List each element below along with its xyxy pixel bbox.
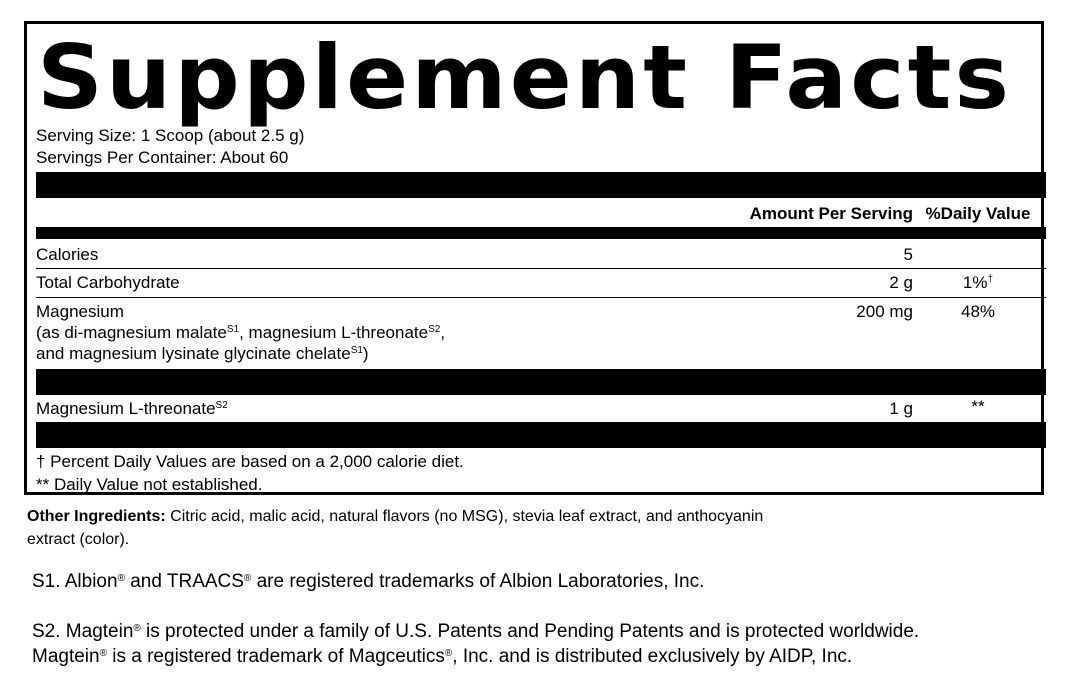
registered-mark: ® (117, 573, 125, 584)
panel-title: Supplement Facts (37, 26, 1013, 129)
row-carbohydrate-dv (917, 273, 1039, 293)
row-divider (36, 297, 1046, 298)
detail-text: , (440, 323, 446, 342)
detail-text: , magnesium L-threonate (239, 323, 429, 342)
row-magnesium-dv: 48% (960, 302, 996, 321)
registered-mark: ® (243, 573, 252, 584)
other-ingredients-label: Other Ingredients: (27, 508, 166, 525)
serving-size: Serving Size: 1 Scoop (about 2.5 g) (36, 126, 305, 145)
dv-value: 1% (962, 273, 988, 292)
daily-value-header: %Daily Value (925, 204, 1031, 223)
supplement-facts-panel (24, 21, 1044, 495)
row-calories-name: Calories (36, 245, 99, 264)
registered-mark: ® (133, 623, 141, 634)
trademark-text: and TRAACS (124, 571, 244, 592)
magnesium-detail-line1 (36, 323, 445, 343)
trademark-text: is a registered trademark of Magceutics (106, 646, 445, 667)
servings-per-container: Servings Per Container: About 60 (36, 148, 289, 167)
detail-text: (as di-magnesium malate (36, 323, 227, 342)
other-ingredients-text: Citric acid, malic acid, natural flavors (no MSG), stevia leaf extract, and anthocyanin (165, 508, 764, 525)
other-ingredients-line1 (27, 507, 763, 526)
ingredient-name: Magnesium L-threonate (36, 399, 216, 418)
row-divider (36, 268, 1046, 269)
registered-mark: ® (444, 648, 453, 659)
trademark-text: S2. Magtein (32, 621, 134, 642)
trademark-text: Magtein (32, 646, 100, 667)
trademark-text: are registered trademarks of Albion Laboratories, Inc. (251, 571, 705, 592)
row-carbohydrate-amount: 2 g (889, 273, 913, 292)
row-magnesium-amount: 200 mg (856, 302, 913, 321)
trademark-s1 (32, 570, 704, 593)
footnote-double-star: ** Daily Value not established. (36, 475, 263, 494)
thick-separator-bar (36, 172, 1046, 198)
row-threonate-dv: ** (971, 397, 985, 416)
trademark-s2-line2 (32, 645, 852, 668)
dagger-mark: † (987, 274, 994, 285)
amount-per-serving-header: Amount Per Serving (749, 204, 913, 223)
thick-separator-bar (36, 422, 1046, 448)
superscript-mark: S1 (226, 324, 240, 335)
detail-text: ) (362, 344, 369, 363)
superscript-mark: S2 (428, 324, 441, 335)
medium-separator-bar (36, 227, 1046, 239)
row-calories-amount: 5 (903, 245, 913, 264)
other-ingredients-line2: extract (color). (27, 531, 130, 548)
footnote-dagger: † Percent Daily Values are based on a 2,000 calorie diet. (36, 452, 464, 471)
trademark-s2-line1 (32, 620, 919, 643)
trademark-text: , Inc. and is distributed exclusively by AIDP, Inc. (452, 646, 853, 667)
row-threonate-amount: 1 g (889, 399, 913, 418)
magnesium-detail-line2 (36, 344, 369, 364)
trademark-text: is protected under a family of U.S. Patents and Pending Patents and is protected worldwide. (140, 621, 920, 642)
trademark-text: S1. Albion (32, 571, 118, 592)
thick-separator-bar (36, 369, 1046, 395)
registered-mark: ® (99, 648, 107, 659)
row-magnesium-name: Magnesium (36, 302, 124, 321)
superscript-mark: S1 (350, 345, 363, 356)
detail-text: and magnesium lysinate glycinate chelate (36, 344, 351, 363)
row-threonate-name (36, 399, 228, 419)
row-carbohydrate-name: Total Carbohydrate (36, 273, 180, 292)
superscript-mark: S2 (215, 400, 228, 411)
